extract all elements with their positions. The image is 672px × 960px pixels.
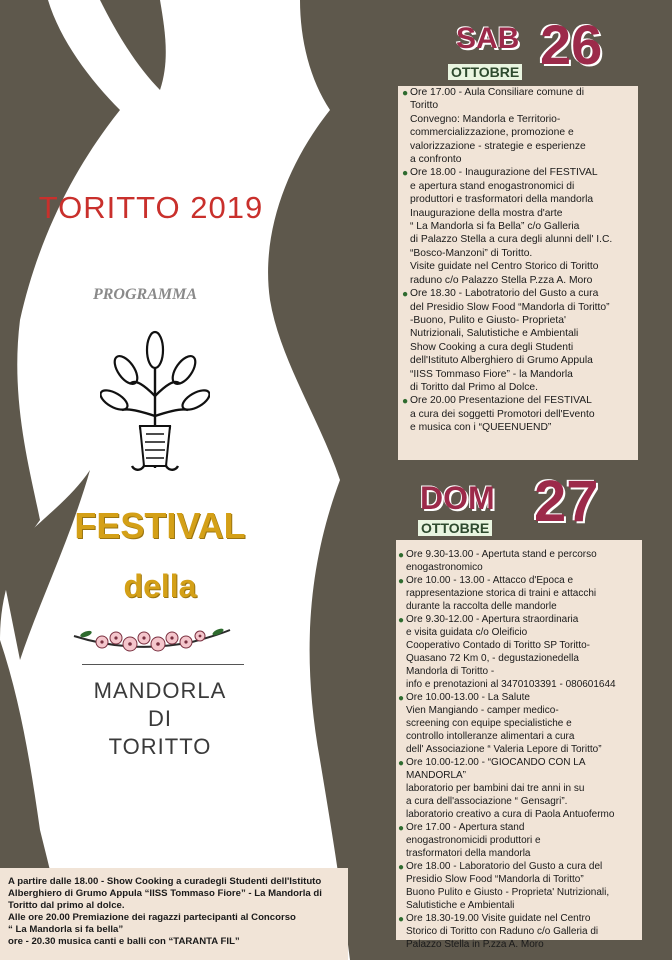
- bullet-icon: ●: [402, 396, 409, 408]
- event-line: e apertura stand enogastronomici di: [410, 180, 575, 192]
- event-line: dell'Istituto Alberghiero di Grumo Appula: [410, 355, 593, 367]
- event-item: [402, 166, 642, 287]
- bullet-icon: ●: [398, 758, 405, 769]
- event-line: dell' Associazione “ Valeria Lepore di Toritto”: [406, 744, 602, 755]
- sunday-day-label: DOM: [420, 480, 495, 516]
- almond-tree-logo: [100, 326, 210, 476]
- saturday-day-number: 26: [540, 13, 603, 76]
- event-line: laboratorio creativo a cura di Paola Antuofermo: [406, 809, 615, 820]
- bottom-line: A partire dalle 18.00 - Show Cooking a curadegli Studenti dell'Istituto: [8, 876, 322, 887]
- event-line: Salutistiche e Ambientali: [406, 900, 515, 911]
- event-line: info e prenotazioni al 3470103391 - 080601644: [406, 679, 616, 690]
- event-line: Mandorla di Toritto -: [406, 666, 495, 677]
- event-line: a cura dell'associazione “ Gensagri”.: [406, 796, 568, 807]
- event-line: screening con equipe specialistiche e: [406, 718, 572, 729]
- almond-blossom-branch: [72, 620, 232, 660]
- event-line: trasformatori della mandorla: [406, 848, 531, 859]
- event-line: Visite guidate nel Centro Storico di Toritto: [410, 261, 599, 273]
- saturday-events: [402, 86, 642, 435]
- saturday-month-label: OTTOBRE: [448, 64, 522, 80]
- event-line: Ore 10.00 - 13.00 - Attacco d'Epoca e: [406, 575, 574, 586]
- event-line: di Toritto dal Primo al Dolce.: [410, 381, 539, 393]
- event-line: Ore 18.00 - Inaugurazione del FESTIVAL: [410, 167, 598, 179]
- event-line: durante la raccolta delle mandorle: [406, 601, 557, 612]
- bullet-icon: ●: [402, 168, 409, 180]
- event-line: Ore 18.30 - Labotratorio del Gusto a cura: [410, 288, 599, 300]
- event-line: Ore 17.00 - Aula Consiliare comune di: [410, 87, 584, 98]
- event-line: “Bosco-Manzoni” di Toritto.: [410, 247, 533, 259]
- mandorla-line-2: DI: [148, 706, 172, 731]
- bottom-line: Toritto dal primo al dolce.: [8, 900, 125, 911]
- event-line: Toritto: [410, 100, 439, 112]
- event-line: Ore 9.30-13.00 - Apertuta stand e percorso: [406, 549, 597, 560]
- event-line: Vien Mangiando - camper medico-: [406, 705, 559, 716]
- sunday-events: [398, 548, 642, 951]
- program-subtitle: PROGRAMMA: [92, 286, 198, 303]
- mandorla-line-3: TORITTO: [108, 734, 212, 759]
- bottom-info-text: [8, 876, 348, 948]
- sunday-day-number: 27: [534, 469, 599, 534]
- event-line: e visita guidata c/o Oleificio: [406, 627, 528, 638]
- bullet-icon: ●: [398, 862, 405, 873]
- event-line: Palazzo Stella in P.zza A. Moro: [406, 939, 544, 950]
- event-line: Cooperativo Contado di Toritto SP Toritto-: [406, 640, 590, 651]
- page-title: TORITTO 2019: [38, 190, 264, 225]
- event-line: valorizzazione - strategie e esperienze: [410, 140, 586, 152]
- event-item: [402, 394, 642, 434]
- event-line: Convegno: Mandorla e Territorio-: [410, 113, 561, 125]
- event-line: enogastronomico: [406, 562, 483, 573]
- event-line: e musica con i “QUEENUEND”: [410, 422, 552, 434]
- event-line: -Buono, Pulito e Giusto- Proprieta': [410, 314, 566, 326]
- event-line: Quasano 72 Km 0, - degustazionedella: [406, 653, 579, 664]
- event-line: Ore 10.00-13.00 - La Salute: [406, 692, 530, 703]
- event-item: [402, 86, 642, 166]
- event-line: laboratorio per bambini dai tre anni in su: [406, 783, 585, 794]
- event-line: Presidio Slow Food “Mandorla di Toritto”: [406, 874, 584, 885]
- bullet-icon: ●: [398, 615, 405, 626]
- event-item: [398, 691, 642, 756]
- event-line: a confronto: [410, 154, 462, 166]
- event-item: [398, 574, 642, 613]
- event-item: [398, 912, 642, 951]
- saturday-day-label: SAB: [456, 22, 520, 55]
- divider: [82, 664, 244, 665]
- event-line: Show Cooking a cura degli Studenti: [410, 341, 574, 353]
- event-line: “IISS Tommaso Fiore” - la Mandorla: [410, 368, 573, 380]
- event-line: “ La Mandorla si fa Bella” c/o Galleria: [410, 221, 580, 233]
- event-line: Buono Pulito e Giusto - Proprieta' Nutrizionali,: [406, 887, 610, 898]
- event-line: Storico di Toritto con Raduno c/o Galleria di: [406, 926, 599, 937]
- event-line: a cura dei soggetti Promotori dell'Evento: [410, 408, 595, 420]
- event-line: controllo intolleranze alimentari a cura: [406, 731, 575, 742]
- bullet-icon: ●: [402, 88, 409, 99]
- event-line: enogastronomicidi produttori e: [406, 835, 541, 846]
- event-item: [398, 756, 642, 821]
- event-item: [398, 860, 642, 912]
- della-heading: della: [123, 568, 197, 604]
- event-line: Ore 10.00-12.00 - “GIOCANDO CON LA MANDORLA”: [406, 757, 585, 781]
- event-line: Ore 18.30-19.00 Visite guidate nel Centro: [406, 913, 591, 924]
- event-line: Ore 18.00 - Laboratorio del Gusto a cura del: [406, 861, 603, 872]
- bullet-icon: ●: [398, 914, 405, 925]
- bottom-line: ore - 20.30 musica canti e balli con “TARANTA FIL”: [8, 936, 240, 947]
- bullet-icon: ●: [398, 823, 405, 834]
- bullet-icon: ●: [398, 576, 405, 587]
- event-line: produttori e trasformatori della mandorla: [410, 194, 594, 206]
- bullet-icon: ●: [402, 289, 409, 301]
- event-item: [402, 287, 642, 394]
- sunday-month-label: OTTOBRE: [418, 520, 492, 536]
- event-item: [398, 613, 642, 691]
- event-line: del Presidio Slow Food “Mandorla di Toritto”: [410, 301, 610, 313]
- event-line: di Palazzo Stella a cura degli alunni dell' I.C.: [410, 234, 613, 246]
- event-line: raduno c/o Palazzo Stella P.zza A. Moro: [410, 274, 593, 286]
- event-line: commercializzazione, promozione e: [410, 127, 574, 139]
- bullet-icon: ●: [398, 693, 405, 704]
- bottom-line: Alberghiero di Grumo Appula “IISS Tommaso Fiore” - La Mandorla di: [8, 888, 322, 899]
- event-item: [398, 821, 642, 860]
- mandorla-line-1: MANDORLA: [93, 678, 227, 703]
- event-line: Ore 20.00 Presentazione del FESTIVAL: [410, 395, 592, 407]
- bullet-icon: ●: [398, 550, 405, 561]
- event-line: Ore 17.00 - Apertura stand: [406, 822, 525, 833]
- bottom-line: Alle ore 20.00 Premiazione dei ragazzi partecipanti al Concorso: [8, 912, 296, 923]
- festival-heading: FESTIVAL: [74, 505, 246, 546]
- event-line: Ore 9.30-12.00 - Apertura straordinaria: [406, 614, 579, 625]
- event-line: rappresentazione storica di traini e attacchi: [406, 588, 597, 599]
- event-line: Inaugurazione della mostra d'arte: [410, 207, 563, 219]
- event-item: [398, 548, 642, 574]
- bottom-line: “ La Mandorla si fa bella”: [8, 924, 124, 935]
- event-line: Nutrizionali, Salutistiche e Ambientali: [410, 328, 579, 340]
